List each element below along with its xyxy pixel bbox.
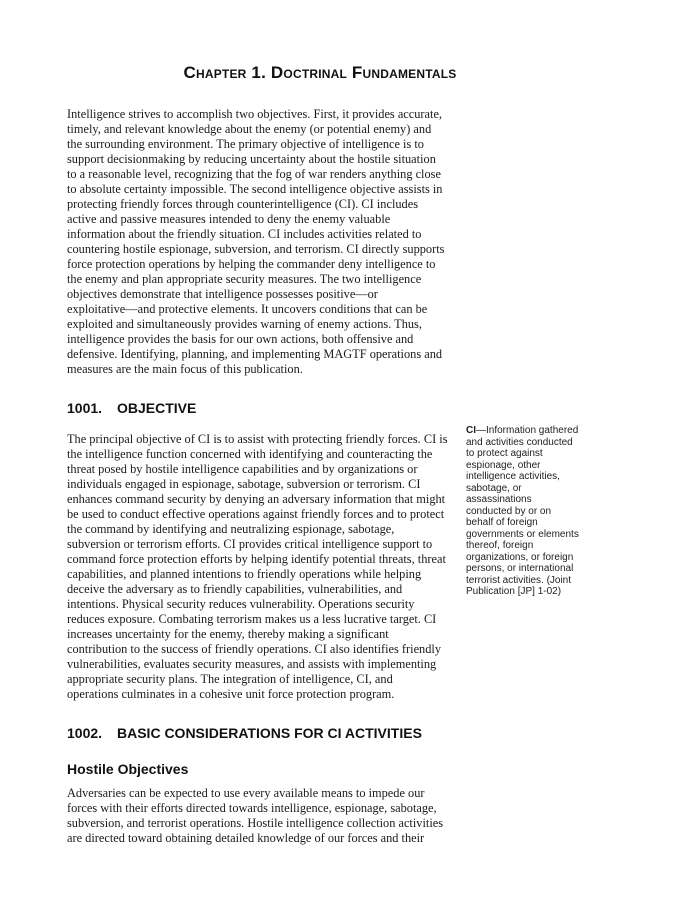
text-line: enhances command security by denying an adversary information that might (67, 492, 446, 506)
text-line: deceive the adversary as to friendly capabilities, vulnerabilities, and (67, 582, 403, 596)
sidebar-line: and activities conducted (466, 436, 573, 448)
text-line: subversion or terrorism efforts. CI provides critical intelligence support to (67, 537, 433, 551)
text-line: be used to conduct effective operations against friendly forces and to protect (67, 507, 445, 521)
sidebar-line: to protect against (466, 448, 543, 459)
text-line: objectives demonstrate that intelligence possesses positive—or (67, 287, 378, 301)
text-line: exploited and simultaneously provides warning of enemy actions. Thus, (67, 317, 422, 331)
text-line: contribution to the success of friendly operations. CI also identifies friendly (67, 642, 441, 656)
sidebar-line: governments or elements (466, 528, 579, 540)
text-line: appropriate security plans. The integration of intelligence, CI, and (67, 672, 393, 686)
sidebar-definition-start: —Information gathered (476, 425, 579, 436)
intro-paragraph (67, 107, 451, 377)
sidebar-line: persons, or international (466, 563, 574, 574)
text-line: the intelligence function concerned with identifying and counteracting the (67, 447, 433, 461)
sidebar-line: behalf of foreign (466, 517, 538, 528)
text-line: individuals engaged in espionage, sabotage, subversion or terrorism. CI (67, 477, 421, 491)
text-line: vulnerabilities, evaluates security measures, and assists with implementing (67, 657, 437, 671)
text-line: are directed toward obtaining detailed knowledge of our forces and their (67, 831, 425, 845)
sidebar-line: intelligence activities, (466, 471, 560, 482)
text-line: the surrounding environment. The primary objective of intelligence is to (67, 137, 424, 151)
text-line: forces with their efforts directed towards intelligence, espionage, sabotage, (67, 801, 437, 815)
sidebar-line: sabotage, or (466, 482, 522, 494)
sidebar-line: assassinations (466, 494, 532, 505)
section-title: OBJECTIVE (117, 400, 197, 416)
sidebar-line: organizations, or foreign (466, 551, 574, 563)
hostile-objectives-paragraph (67, 786, 451, 846)
text-line: information about the friendly situation. CI includes activities related to (67, 227, 422, 241)
text-line: support decisionmaking by reducing uncertainty about the hostile situation (67, 152, 436, 166)
text-line: to absolute certainty impossible. The second intelligence objective assists in (67, 182, 443, 196)
text-line: protecting friendly forces through counterintelligence (CI). CI includes (67, 197, 418, 211)
text-line: capabilities, and planned intentions to friendly operations while helping (67, 567, 422, 581)
text-line: reduces exposure. Combating terrorism makes us a less lucrative target. CI (67, 612, 437, 626)
sidebar-line: Publication [JP] 1-02) (466, 586, 562, 597)
text-line: countering hostile espionage, subversion, and terrorism. CI directly supports (67, 242, 445, 256)
section-heading-1001 (67, 400, 196, 416)
sidebar-line: espionage, other (466, 459, 541, 471)
text-line: exploitative—and protective elements. It uncovers conditions that can be (67, 302, 428, 316)
ci-definition-sidebar (466, 425, 596, 598)
text-line: intentions. Physical security reduces vulnerability. Operations security (67, 597, 415, 611)
text-line: subversion, and terrorist operations. Hostile intelligence collection activities (67, 816, 444, 830)
sidebar-line (466, 425, 596, 437)
text-line: measures are the main focus of this publication. (67, 362, 303, 376)
text-line: force protection operations by helping the commander deny intelligence to (67, 257, 436, 271)
text-line: The principal objective of CI is to assist with protecting friendly forces. CI is (67, 432, 448, 446)
text-line: intelligence provides the basis for our own actions, both offensive and (67, 332, 414, 346)
section-heading-1002 (67, 725, 422, 741)
sidebar-line: terrorist activities. (Joint (466, 574, 572, 586)
text-line: to a reasonable level, recognizing that the fog of war renders anything close (67, 167, 441, 181)
text-line: command force protection efforts by helping identify potential threats, threat (67, 552, 446, 566)
section-number: 1001. (67, 400, 103, 416)
text-line: Intelligence strives to accomplish two objectives. First, it provides accurate, (67, 107, 443, 121)
text-line: timely, and relevant knowledge about the enemy (or potential enemy) and (67, 122, 432, 136)
sidebar-term: CI (466, 425, 476, 436)
text-line: defensive. Identifying, planning, and implementing MAGTF operations and (67, 347, 443, 361)
section-number: 1002. (67, 725, 103, 741)
text-line: active and passive measures intended to deny the enemy valuable (67, 212, 391, 226)
objective-paragraph (67, 432, 451, 702)
text-line: Adversaries can be expected to use every available means to impede our (67, 786, 425, 800)
sidebar-line: conducted by or on (466, 505, 552, 517)
subheading-hostile-objectives: Hostile Objectives (67, 761, 189, 777)
section-title: BASIC CONSIDERATIONS FOR CI ACTIVITIES (117, 725, 422, 741)
text-line: operations culminates in a cohesive unit force protection program. (67, 687, 395, 701)
chapter-title: Chapter 1. Doctrinal Fundamentals (183, 63, 457, 82)
text-line: the enemy and plan appropriate security measures. The two intelligence (67, 272, 422, 286)
text-line: the command by identifying and neutralizing espionage, sabotage, (67, 522, 395, 536)
text-line: increases uncertainty for the enemy, thereby making a significant (67, 627, 389, 641)
sidebar-line: thereof, foreign (466, 540, 534, 551)
text-line: threat posed by hostile intelligence capabilities and by organizations or (67, 462, 418, 476)
